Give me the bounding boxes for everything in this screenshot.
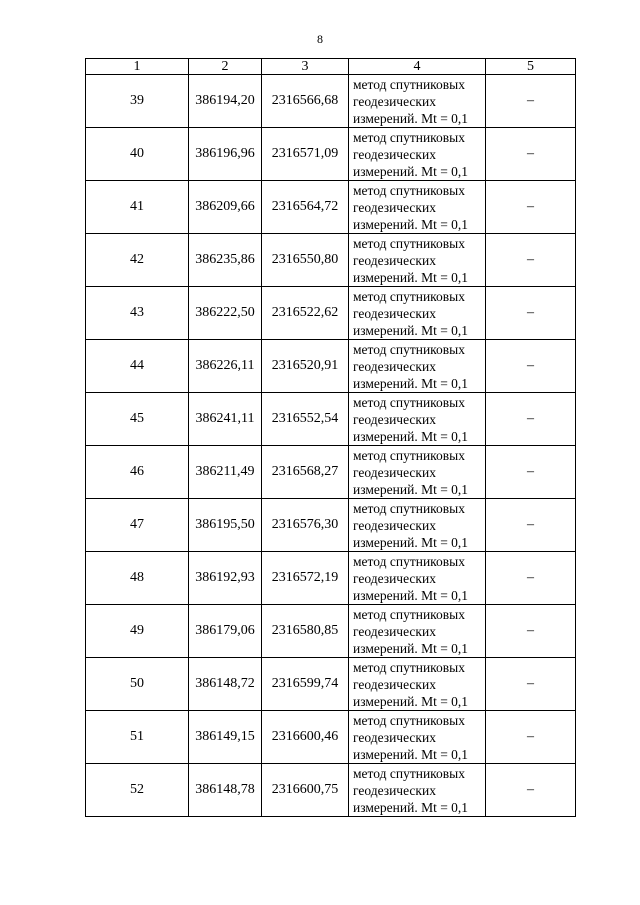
note-cell: – <box>486 75 576 128</box>
x-coordinate-cell: 386148,78 <box>189 764 262 817</box>
method-cell: метод спутниковых геодезических измерений. Mt = 0,1 <box>349 552 486 605</box>
x-coordinate-cell: 386192,93 <box>189 552 262 605</box>
point-number-cell: 50 <box>86 658 189 711</box>
note-cell: – <box>486 287 576 340</box>
point-number-cell: 47 <box>86 499 189 552</box>
method-cell: метод спутниковых геодезических измерений. Mt = 0,1 <box>349 181 486 234</box>
method-cell: метод спутниковых геодезических измерений. Mt = 0,1 <box>349 340 486 393</box>
y-coordinate-cell: 2316564,72 <box>262 181 349 234</box>
x-coordinate-cell: 386195,50 <box>189 499 262 552</box>
y-coordinate-cell: 2316566,68 <box>262 75 349 128</box>
table-row <box>86 446 576 499</box>
point-number-cell: 46 <box>86 446 189 499</box>
method-cell: метод спутниковых геодезических измерений. Mt = 0,1 <box>349 711 486 764</box>
point-number-cell: 40 <box>86 128 189 181</box>
table-row <box>86 605 576 658</box>
point-number-cell: 43 <box>86 287 189 340</box>
note-cell: – <box>486 234 576 287</box>
note-cell: – <box>486 393 576 446</box>
y-coordinate-cell: 2316600,75 <box>262 764 349 817</box>
table-row <box>86 234 576 287</box>
table-row <box>86 128 576 181</box>
y-coordinate-cell: 2316572,19 <box>262 552 349 605</box>
table-row <box>86 393 576 446</box>
method-cell: метод спутниковых геодезических измерений. Mt = 0,1 <box>349 234 486 287</box>
y-coordinate-cell: 2316600,46 <box>262 711 349 764</box>
coordinates-table <box>85 58 576 817</box>
x-coordinate-cell: 386241,11 <box>189 393 262 446</box>
method-cell: метод спутниковых геодезических измерений. Mt = 0,1 <box>349 128 486 181</box>
point-number-cell: 41 <box>86 181 189 234</box>
note-cell: – <box>486 552 576 605</box>
note-cell: – <box>486 446 576 499</box>
note-cell: – <box>486 764 576 817</box>
table-row <box>86 287 576 340</box>
method-cell: метод спутниковых геодезических измерений. Mt = 0,1 <box>349 499 486 552</box>
point-number-cell: 49 <box>86 605 189 658</box>
y-coordinate-cell: 2316552,54 <box>262 393 349 446</box>
column-header-5: 5 <box>486 59 576 75</box>
note-cell: – <box>486 128 576 181</box>
y-coordinate-cell: 2316568,27 <box>262 446 349 499</box>
table-row <box>86 499 576 552</box>
point-number-cell: 51 <box>86 711 189 764</box>
x-coordinate-cell: 386194,20 <box>189 75 262 128</box>
table-header-row <box>86 59 576 75</box>
point-number-cell: 48 <box>86 552 189 605</box>
method-cell: метод спутниковых геодезических измерений. Mt = 0,1 <box>349 658 486 711</box>
column-header-4: 4 <box>349 59 486 75</box>
table-row <box>86 181 576 234</box>
y-coordinate-cell: 2316520,91 <box>262 340 349 393</box>
point-number-cell: 45 <box>86 393 189 446</box>
column-header-3: 3 <box>262 59 349 75</box>
table-row <box>86 658 576 711</box>
x-coordinate-cell: 386196,96 <box>189 128 262 181</box>
method-cell: метод спутниковых геодезических измерений. Mt = 0,1 <box>349 446 486 499</box>
note-cell: – <box>486 605 576 658</box>
method-cell: метод спутниковых геодезических измерений. Mt = 0,1 <box>349 764 486 817</box>
point-number-cell: 44 <box>86 340 189 393</box>
note-cell: – <box>486 340 576 393</box>
x-coordinate-cell: 386179,06 <box>189 605 262 658</box>
y-coordinate-cell: 2316522,62 <box>262 287 349 340</box>
table-row <box>86 711 576 764</box>
table-row <box>86 340 576 393</box>
method-cell: метод спутниковых геодезических измерений. Mt = 0,1 <box>349 75 486 128</box>
y-coordinate-cell: 2316550,80 <box>262 234 349 287</box>
y-coordinate-cell: 2316571,09 <box>262 128 349 181</box>
point-number-cell: 42 <box>86 234 189 287</box>
note-cell: – <box>486 711 576 764</box>
point-number-cell: 52 <box>86 764 189 817</box>
page-number: 8 <box>317 32 323 46</box>
table-body <box>86 75 576 817</box>
method-cell: метод спутниковых геодезических измерений. Mt = 0,1 <box>349 393 486 446</box>
table-row <box>86 552 576 605</box>
table-row <box>86 764 576 817</box>
x-coordinate-cell: 386148,72 <box>189 658 262 711</box>
y-coordinate-cell: 2316580,85 <box>262 605 349 658</box>
x-coordinate-cell: 386209,66 <box>189 181 262 234</box>
x-coordinate-cell: 386222,50 <box>189 287 262 340</box>
method-cell: метод спутниковых геодезических измерений. Mt = 0,1 <box>349 605 486 658</box>
y-coordinate-cell: 2316599,74 <box>262 658 349 711</box>
note-cell: – <box>486 658 576 711</box>
x-coordinate-cell: 386149,15 <box>189 711 262 764</box>
column-header-1: 1 <box>86 59 189 75</box>
note-cell: – <box>486 499 576 552</box>
point-number-cell: 39 <box>86 75 189 128</box>
x-coordinate-cell: 386226,11 <box>189 340 262 393</box>
method-cell: метод спутниковых геодезических измерений. Mt = 0,1 <box>349 287 486 340</box>
table-row <box>86 75 576 128</box>
x-coordinate-cell: 386235,86 <box>189 234 262 287</box>
note-cell: – <box>486 181 576 234</box>
x-coordinate-cell: 386211,49 <box>189 446 262 499</box>
y-coordinate-cell: 2316576,30 <box>262 499 349 552</box>
column-header-2: 2 <box>189 59 262 75</box>
